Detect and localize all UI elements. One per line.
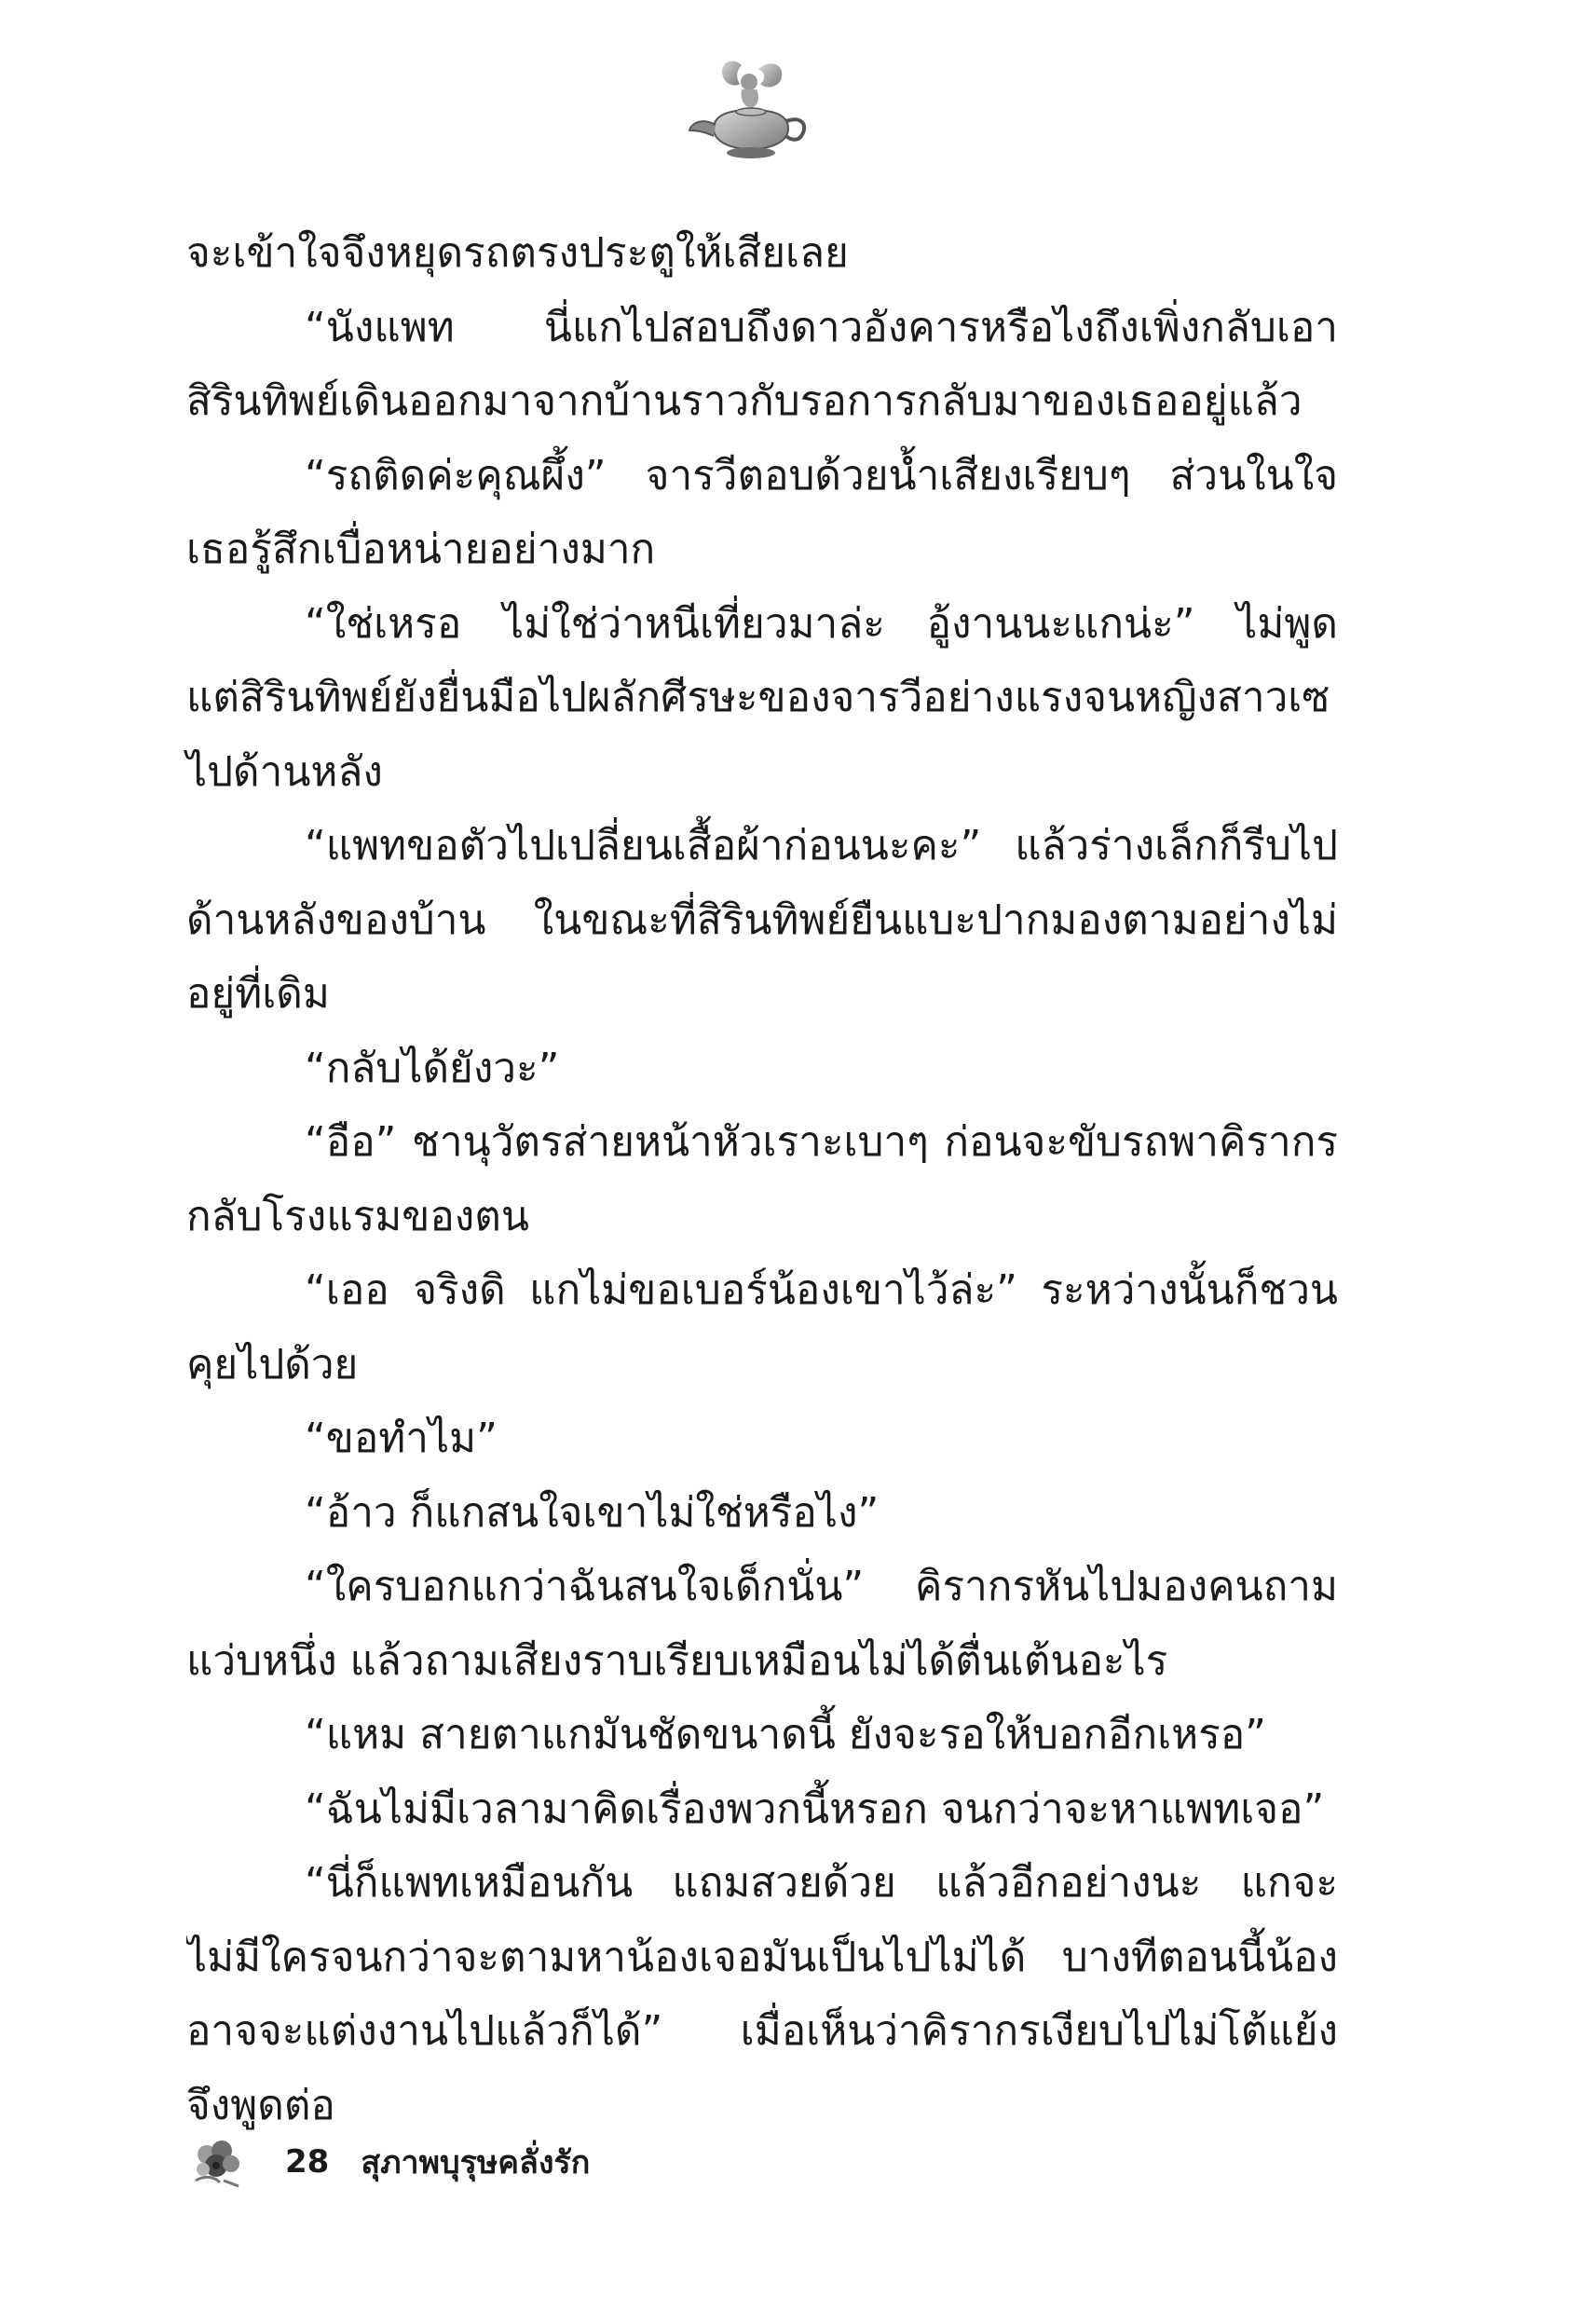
- text-line: “เออ จริงดิ แกไม่ขอเบอร์น้องเขาไว้ล่ะ” ระหว่างนั้นก็ชวน: [305, 1266, 1338, 1314]
- text-line: “อ้าว ก็แกสนใจเขาไม่ใช่หรือไง”: [305, 1488, 880, 1537]
- text-line: “อือ” ชานุวัตรส่ายหน้าหัวเราะเบาๆ ก่อนจะขับรถพาคิรากร: [305, 1118, 1338, 1166]
- text-line: ไปด้านหลัง: [186, 747, 383, 796]
- text-line: “ใครบอกแกว่าฉันสนใจเด็กนั่น” คิรากรหันไปมองคนถาม: [305, 1563, 1338, 1610]
- text-line: แต่สิรินทิพย์ยังยื่นมือไปผลักศีรษะของจารวีอย่างแรงจนหญิงสาวเซ: [186, 674, 1330, 721]
- book-title: สุภาพบุรุษคลั่งรัก: [361, 2144, 591, 2181]
- text-line: “รถติดค่ะคุณผึ้ง” จารวีตอบด้วยน้ำเสียงเรียบๆ ส่วนในใจ: [305, 451, 1338, 499]
- flower-bouquet-icon: [186, 2134, 250, 2190]
- page-footer: [186, 2134, 590, 2190]
- text-line: เธอรู้สึกเบื่อหน่ายอย่างมาก: [186, 526, 656, 573]
- text-line: จะเข้าใจจึงหยุดรถตรงประตูให้เสียเลย: [186, 229, 849, 277]
- text-line: สิรินทิพย์เดินออกมาจากบ้านราวกับรอการกลับมาของเธออยู่แล้ว: [186, 377, 1303, 425]
- text-line: กลับโรงแรมของตน: [186, 1192, 529, 1240]
- text-line: “แหม สายตาแกมันชัดขนาดนี้ ยังจะรอให้บอกอีกเหรอ”: [305, 1711, 1266, 1758]
- text-line: “ฉันไม่มีเวลามาคิดเรื่องพวกนี้หรอก จนกว่าจะหาแพทเจอ”: [305, 1785, 1325, 1833]
- text-line: แว่บหนึ่ง แล้วถามเสียงราบเรียบเหมือนไม่ได้ตื่นเต้นอะไร: [186, 1636, 1168, 1685]
- header-ornament: [686, 56, 816, 168]
- text-line: “กลับได้ยังวะ”: [305, 1044, 560, 1092]
- text-line: อยู่ที่เดิม: [186, 970, 330, 1018]
- text-line: “นี่ก็แพทเหมือนกัน แถมสวยด้วย แล้วอีกอย่างนะ แกจะ: [305, 1859, 1338, 1907]
- text-line: ไม่มีใครจนกว่าจะตามหาน้องเจอมันเป็นไปไม่ได้ บางทีตอนนี้น้อง: [186, 1933, 1338, 1981]
- text-line: อาจจะแต่งงานไปแล้วก็ได้” เมื่อเห็นว่าคิรากรเงียบไปไม่โต้แย้ง: [186, 2007, 1338, 2055]
- text-line: “ใช่เหรอ ไม่ใช่ว่าหนีเที่ยวมาล่ะ อู้งานนะแกน่ะ” ไม่พูด: [305, 599, 1338, 648]
- text-line: คุยไปด้วย: [186, 1340, 359, 1388]
- text-line: “นังแพท นี่แกไปสอบถึงดาวอังคารหรือไงถึงเพิ่งกลับเอา: [305, 303, 1338, 351]
- cupid-teapot-ornament-icon: [686, 56, 816, 168]
- page-number: 28: [285, 2143, 330, 2181]
- body-text: [186, 216, 1338, 2142]
- text-line: “แพทขอตัวไปเปลี่ยนเสื้อผ้าก่อนนะคะ” แล้วร่างเล็กก็รีบไป: [305, 822, 1338, 869]
- text-line: จึงพูดต่อ: [186, 2081, 335, 2129]
- text-line: ด้านหลังของบ้าน ในขณะที่สิรินทิพย์ยืนแบะปากมองตามอย่างไม่: [186, 896, 1338, 944]
- text-line: “ขอทำไม”: [305, 1415, 498, 1462]
